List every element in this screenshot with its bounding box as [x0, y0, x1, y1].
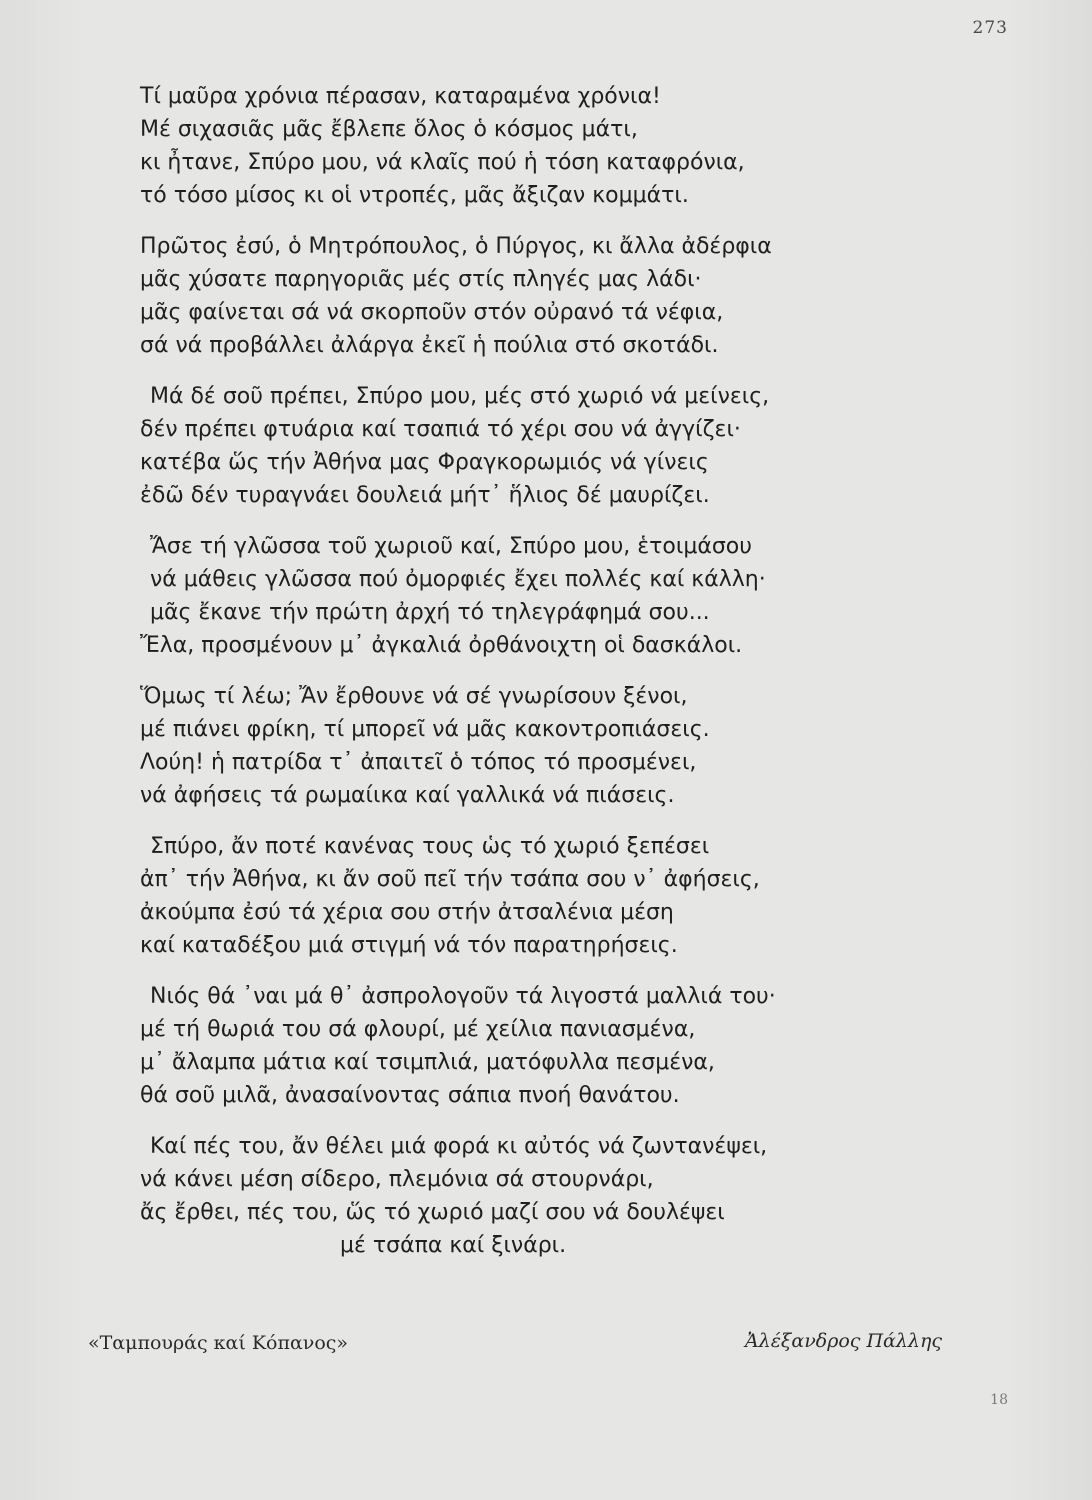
stanza [140, 830, 940, 962]
poem-line: μᾶς ἔκανε τήν πρώτη ἀρχή τό τηλεγράφημά σου... [150, 600, 710, 625]
poem-line: μέ τσάπα καί ξινάρι. [340, 1233, 567, 1258]
poem-line: θά σοῦ μιλᾶ, ἀνασαίνοντας σάπια πνοή θανάτου. [140, 1083, 680, 1108]
poem-line: κι ἦτανε, Σπύρο μου, νά κλαῖς πού ἡ τόση καταφρόνια, [140, 150, 745, 175]
stanza [140, 380, 940, 512]
poem-line: δέν πρέπει φτυάρια καί τσαπιά τό χέρι σου νά ἀγγίζει· [140, 417, 741, 442]
poem-line: ἐδῶ δέν τυραγνάει δουλειά μήτ᾽ ἥλιος δέ μαυρίζει. [140, 483, 710, 508]
author-name: Ἀλέξανδρος Πάλλης [744, 1330, 942, 1352]
poem-line: Μέ σιχασιᾶς μᾶς ἔβλεπε ὅλος ὁ κόσμος μάτι, [140, 117, 638, 142]
poem-line: μ᾽ ἄλαμπα μάτια καί τσιμπλιά, ματόφυλλα πεσμένα, [140, 1050, 715, 1075]
poem-line: νά ἀφήσεις τά ρωμαίικα καί γαλλικά νά πιάσεις. [140, 783, 675, 808]
poem-line: Πρῶτος ἐσύ, ὁ Μητρόπουλος, ὁ Πύργος, κι ἄλλα ἀδέρφια [140, 234, 772, 259]
stanza [140, 530, 940, 662]
poem-line: Λούη! ἡ πατρίδα τ᾽ ἀπαιτεῖ ὁ τόπος τό προσμένει, [140, 750, 697, 775]
poem-line: ἄς ἔρθει, πές του, ὥς τό χωριό μαζί σου νά δουλέψει [140, 1200, 725, 1225]
poem-line: μέ τή θωριά του σά φλουρί, μέ χείλια πανιασμένα, [140, 1017, 696, 1042]
poem-line: τό τόσο μίσος κι οἱ ντροπές, μᾶς ἄξιζαν κομμάτι. [140, 183, 689, 208]
poem-line: Ἔλα, προσμένουν μ᾽ ἀγκαλιά ὀρθάνοιχτη οἱ δασκάλοι. [140, 633, 743, 658]
page-number: 273 [972, 18, 1008, 38]
poem-line: Ὅμως τί λέω; Ἄν ἔρθουνε νά σέ γνωρίσουν ξένοι, [140, 684, 688, 709]
poem-line: νά μάθεις γλῶσσα πού ὀμορφιές ἔχει πολλές καί κάλλη· [150, 567, 766, 592]
poem-line: Καί πές του, ἄν θέλει μιά φορά κι αὐτός νά ζωντανέψει, [150, 1134, 768, 1159]
stanza [140, 1130, 940, 1262]
stanza [140, 80, 940, 212]
stanza [140, 680, 940, 812]
poem-line: Ἄσε τή γλῶσσα τοῦ χωριοῦ καί, Σπύρο μου, ἑτοιμάσου [150, 534, 752, 559]
poem-line: ἀκούμπα ἐσύ τά χέρια σου στήν ἀτσαλένια μέση [140, 900, 674, 925]
poem-line: Τί μαῦρα χρόνια πέρασαν, καταραμένα χρόνια! [140, 84, 661, 109]
poem-line: μᾶς φαίνεται σά νά σκορποῦν στόν οὐρανό τά νέφια, [140, 300, 724, 325]
poem-line: Νιός θά ᾽ναι μά θ᾽ ἀσπρολογοῦν τά λιγοστά μαλλιά του· [150, 984, 776, 1009]
poem-line: μέ πιάνει φρίκη, τί μπορεῖ νά μᾶς κακοντροπιάσεις. [140, 717, 710, 742]
poem-line: καί καταδέξου μιά στιγμή νά τόν παρατηρήσεις. [140, 933, 678, 958]
poem-line: ἀπ᾽ τήν Ἀθήνα, κι ἄν σοῦ πεῖ τήν τσάπα σου ν᾽ ἀφήσεις, [140, 867, 760, 892]
poem-line: νά κάνει μέση σίδερο, πλεμόνια σά στουρνάρι, [140, 1167, 654, 1192]
source-title: «Ταμπουράς καί Κόπανος» [88, 1332, 349, 1354]
poem-body [140, 80, 940, 1280]
poem-line: μᾶς χύσατε παρηγοριᾶς μές στίς πληγές μας λάδι· [140, 267, 702, 292]
poem-line: κατέβα ὥς τήν Ἀθήνα μας Φραγκορωμιός νά γίνεις [140, 450, 709, 475]
poem-line: Μά δέ σοῦ πρέπει, Σπύρο μου, μές στό χωριό νά μείνεις, [150, 384, 770, 409]
signature-mark: 18 [990, 1392, 1008, 1408]
stanza [140, 230, 940, 362]
poem-line: σά νά προβάλλει ἀλάργα ἐκεῖ ἡ πούλια στό σκοτάδι. [140, 333, 719, 358]
stanza [140, 980, 940, 1112]
poem-line: Σπύρο, ἄν ποτέ κανένας τους ὡς τό χωριό ξεπέσει [150, 834, 710, 859]
